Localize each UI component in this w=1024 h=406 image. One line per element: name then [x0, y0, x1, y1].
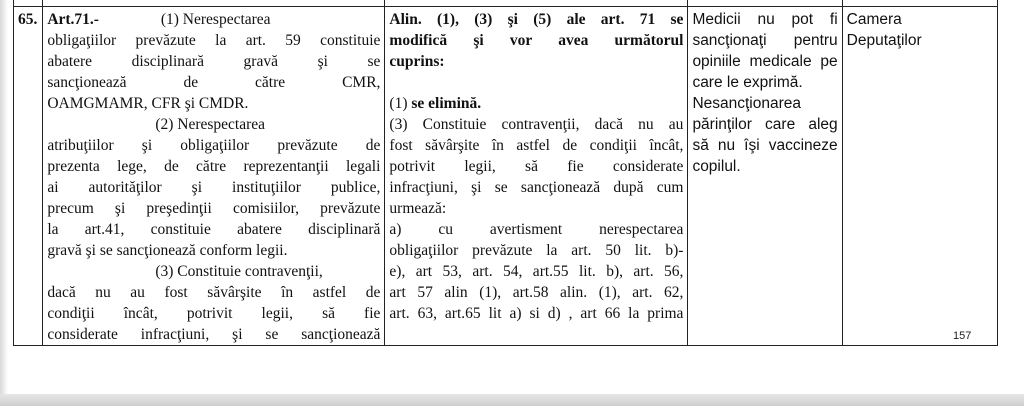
- old-line: sancţionează de către CMR,: [47, 74, 381, 91]
- old-line: dacă nu au fost săvârşite în astfel de: [47, 284, 381, 301]
- current-text-cell: [43, 7, 385, 346]
- article-title: Art.71.-: [47, 11, 99, 28]
- amendments-table: [13, 0, 998, 346]
- old-line: ai autorităţilor şi instituţiilor publice,: [47, 179, 381, 196]
- old-para3-first: (3) Constituie contravenţii,: [155, 263, 323, 280]
- new-heading-line: Alin. (1), (3) şi (5) ale art. 71 se: [389, 11, 684, 28]
- page-left-shadow: [0, 0, 8, 406]
- motivation-line: care le exprimă.: [692, 74, 803, 91]
- old-line: considerate infracţiuni, şi se sancţionează: [47, 326, 381, 343]
- table-row: [14, 7, 998, 346]
- page-bottom-edge: [0, 394, 1024, 406]
- old-para2-first: (2) Nerespectarea: [155, 116, 266, 133]
- old-para1-first: Art.71.- (1) Nerespectarea: [47, 11, 271, 28]
- initiator-line: Deputaţilor: [846, 32, 922, 49]
- page-number: 157: [953, 330, 972, 342]
- old-line: OAMGMAMR, CFR şi CMDR.: [47, 95, 249, 112]
- motivation-line: să nu îşi vaccineze: [692, 137, 838, 154]
- old-line: abatere disciplinară gravă şi se: [47, 53, 381, 70]
- motivation-line: Nesancţionarea: [692, 95, 802, 112]
- new-heading-line: cuprins:: [389, 53, 445, 70]
- new-line: obligaţiilor prevăzute la art. 50 lit. b)-: [389, 242, 684, 259]
- new-line: art 57 alin (1), art.58 alin. (1), art. 62,: [389, 284, 684, 301]
- new-heading-line: modifică şi vor avea următorul: [389, 32, 684, 49]
- proposed-text-cell: [385, 7, 688, 346]
- old-line: precum şi preşedinţii comisiilor, prevăzute: [47, 200, 381, 217]
- new-line: fost săvârşite în astfel de condiţii încât,: [389, 137, 684, 154]
- new-line: potrivit legii, să fie considerate: [389, 158, 684, 175]
- motivation-line: Medicii nu pot fi: [692, 11, 838, 28]
- new-line: art. 63, art.65 lit a) si d) , art 66 la prima: [389, 305, 684, 322]
- motivation-line: sancţionaţi pentru: [692, 32, 838, 49]
- initiator-line: Camera: [846, 11, 902, 28]
- new-line: infracţiuni, şi se sancţionează după cum: [389, 179, 684, 196]
- new-line: urmează:: [389, 200, 447, 217]
- old-line: prezenta lege, de către reprezentanţii legali: [47, 158, 381, 175]
- row-number: 65.: [14, 7, 43, 346]
- new-line: a) cu avertisment nerespectarea: [389, 221, 684, 238]
- motivation-cell: [688, 7, 842, 346]
- new-line: e), art 53, art. 54, art.55 lit. b), art. 56,: [389, 263, 684, 280]
- initiator-cell: [842, 7, 997, 346]
- old-line: atribuţiilor şi obligaţiilor prevăzute de: [47, 137, 381, 154]
- old-line: obligaţiilor prevăzute la art. 59 constituie: [47, 32, 381, 49]
- new-line: (3) Constituie contravenţii, dacă nu au: [389, 116, 684, 133]
- new-para1: (1) se elimină.: [389, 95, 482, 112]
- old-line: gravă şi se sancţionează conform legii.: [47, 242, 288, 259]
- motivation-line: opiniile medicale pe: [692, 53, 838, 70]
- old-line: condiţii încât, potrivit legii, să fie: [47, 305, 381, 322]
- motivation-line: părinţilor care aleg: [692, 116, 838, 133]
- motivation-line: copilul.: [692, 158, 741, 175]
- old-line: la art.41, constituie abatere disciplinară: [47, 221, 381, 238]
